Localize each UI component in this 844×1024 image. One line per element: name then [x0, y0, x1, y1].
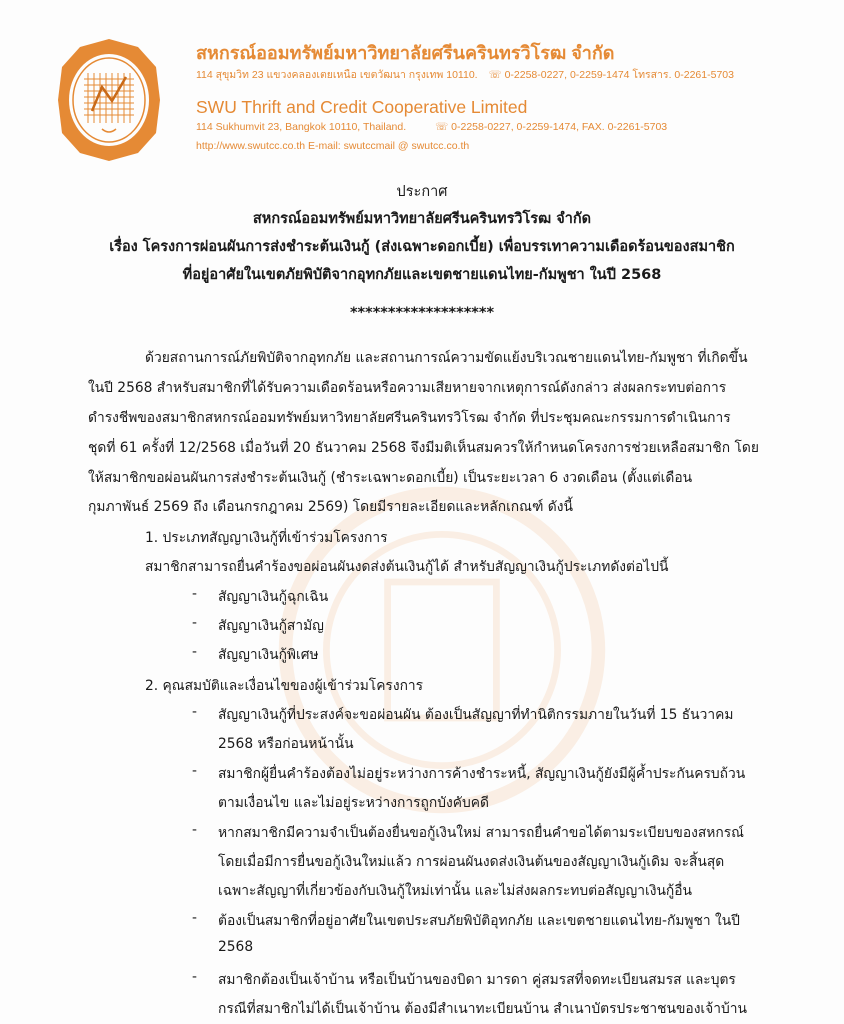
condition-line: 2568	[218, 939, 254, 955]
phone-icon: ☏	[435, 121, 449, 133]
section1-title: 1. ประเภทสัญญาเงินกู้ที่เข้าร่วมโครงการ	[145, 530, 388, 546]
org-address-thai	[196, 66, 734, 83]
cooperative-logo	[56, 37, 162, 163]
intro-line: ชุดที่ 61 ครั้งที่ 12/2568 เมื่อวันที่ 20 ธันวาคม 2568 จึงมีมติเห็นสมควรให้กำหนดโครงการช่วยเหลือสมาชิก โดย	[88, 440, 759, 456]
org-address-english	[196, 121, 667, 133]
phone-fax-english: 0-2258-0227, 0-2259-1474, FAX. 0-2261-5703	[451, 121, 668, 133]
announcement-org: สหกรณ์ออมทรัพย์มหาวิทยาลัยศรีนครินทรวิโรฒ จำกัด	[252, 211, 592, 227]
bullet-dash: -	[192, 586, 197, 602]
condition-line: สัญญาเงินกู้ที่ประสงค์จะขอผ่อนผัน ต้องเป็นสัญญาที่ทำนิติกรรมภายในวันที่ 15 ธันวาคม	[218, 707, 734, 723]
loan-type-item: สัญญาเงินกู้สามัญ	[218, 618, 324, 634]
section1-text: สมาชิกสามารถยื่นคำร้องขอผ่อนผันงดส่งต้นเงินกู้ได้ สำหรับสัญญาเงินกู้ประเภทดังต่อไปนี้	[145, 559, 669, 575]
condition-line: สมาชิกต้องเป็นเจ้าบ้าน หรือเป็นบ้านของบิดา มารดา คู่สมรสที่จดทะเบียนสมรส และบุตร	[218, 972, 736, 988]
condition-line: โดยเมื่อมีการยื่นขอกู้เงินใหม่แล้ว การผ่อนผันงดส่งเงินต้นของสัญญาเงินกู้เดิม จะสิ้นสุด	[218, 854, 725, 870]
bullet-dash: -	[192, 644, 197, 660]
address-english-text: 114 Sukhumvit 23, Bangkok 10110, Thailand.	[196, 121, 407, 133]
loan-type-item: สัญญาเงินกู้ฉุกเฉิน	[218, 589, 329, 605]
phone-fax-thai: 0-2258-0227, 0-2259-1474 โทรสาร. 0-2261-5703	[504, 69, 734, 81]
condition-line: ตามเงื่อนไข และไม่อยู่ระหว่างการถูกบังคับคดี	[218, 795, 489, 811]
bullet-dash: -	[192, 822, 197, 838]
phone-icon: ☏	[488, 69, 502, 81]
condition-line: 2568 หรือก่อนหน้านั้น	[218, 736, 354, 752]
condition-line: เฉพาะสัญญาที่เกี่ยวข้องกับเงินกู้ใหม่เท่านั้น และไม่ส่งผลกระทบต่อสัญญาเงินกู้อื่น	[218, 883, 692, 899]
bullet-dash: -	[192, 969, 197, 985]
org-name-thai: สหกรณ์ออมทรัพย์มหาวิทยาลัยศรีนครินทรวิโรฒ จำกัด	[196, 43, 615, 63]
condition-line: กรณีที่สมาชิกไม่ได้เป็นเจ้าบ้าน ต้องมีสำเนาทะเบียนบ้าน สำเนาบัตรประชาชนของเจ้าบ้าน	[218, 1001, 747, 1017]
intro-line: กุมภาพันธ์ 2569 ถึง เดือนกรกฎาคม 2569) โดยมีรายละเอียดและหลักเกณฑ์ ดังนี้	[88, 499, 573, 515]
intro-line: ดำรงชีพของสมาชิกสหกรณ์ออมทรัพย์มหาวิทยาลัยศรีนครินทรวิโรฒ จำกัด ที่ประชุมคณะกรรมการดำเนินการ	[88, 410, 731, 426]
intro-line: ในปี 2568 สำหรับสมาชิกที่ได้รับความเดือดร้อนหรือความเสียหายจากเหตุการณ์ดังกล่าว ส่งผลกระทบต่อการ	[88, 380, 727, 396]
condition-line: สมาชิกผู้ยื่นคำร้องต้องไม่อยู่ระหว่างการค้างชำระหนี้, สัญญาเงินกู้ยังมีผู้ค้ำประกันครบถ้วน	[218, 766, 746, 782]
intro-line: ให้สมาชิกขอผ่อนผันการส่งชำระต้นเงินกู้ (ชำระเฉพาะดอกเบี้ย) เป็นระยะเวลา 6 งวดเดือน (ตั้งแต่เดือน	[88, 470, 693, 486]
section2-title: 2. คุณสมบัติและเงื่อนไขของผู้เข้าร่วมโครงการ	[145, 678, 424, 694]
loan-type-item: สัญญาเงินกู้พิเศษ	[218, 647, 319, 663]
announcement-subject-line2: ที่อยู่อาศัยในเขตภัยพิบัติจากอุทกภัยและเขตชายแดนไทย-กัมพูชา ในปี 2568	[182, 267, 662, 283]
bullet-dash: -	[192, 910, 197, 926]
condition-line: หากสมาชิกมีความจำเป็นต้องยื่นขอกู้เงินใหม่ สามารถยื่นคำขอได้ตามระเบียบของสหกรณ์	[218, 825, 744, 841]
web-email: http://www.swutcc.co.th E-mail: swutccmail @ swutcc.co.th	[196, 140, 470, 152]
condition-line: ต้องเป็นสมาชิกที่อยู่อาศัยในเขตประสบภัยพิบัติอุทกภัย และเขตชายแดนไทย-กัมพูชา ในปี	[218, 913, 740, 929]
announcement-heading: ประกาศ	[396, 184, 448, 200]
bullet-dash: -	[192, 704, 197, 720]
intro-line: ด้วยสถานการณ์ภัยพิบัติจากอุทกภัย และสถานการณ์ความขัดแย้งบริเวณชายแดนไทย-กัมพูชา ที่เกิดขึ้น	[145, 350, 748, 366]
org-name-english: SWU Thrift and Credit Cooperative Limited	[196, 97, 528, 117]
bullet-dash: -	[192, 763, 197, 779]
bullet-dash: -	[192, 615, 197, 631]
address-thai-text: 114 สุขุมวิท 23 แขวงคลองเตยเหนือ เขตวัฒนา กรุงเทพ 10110.	[196, 69, 478, 81]
announcement-subject-line1: เรื่อง โครงการผ่อนผันการส่งชำระต้นเงินกู้ (ส่งเฉพาะดอกเบี้ย) เพื่อบรรเทาความเดือดร้อนของสมาชิก	[109, 239, 735, 255]
separator: *******************	[349, 305, 495, 321]
